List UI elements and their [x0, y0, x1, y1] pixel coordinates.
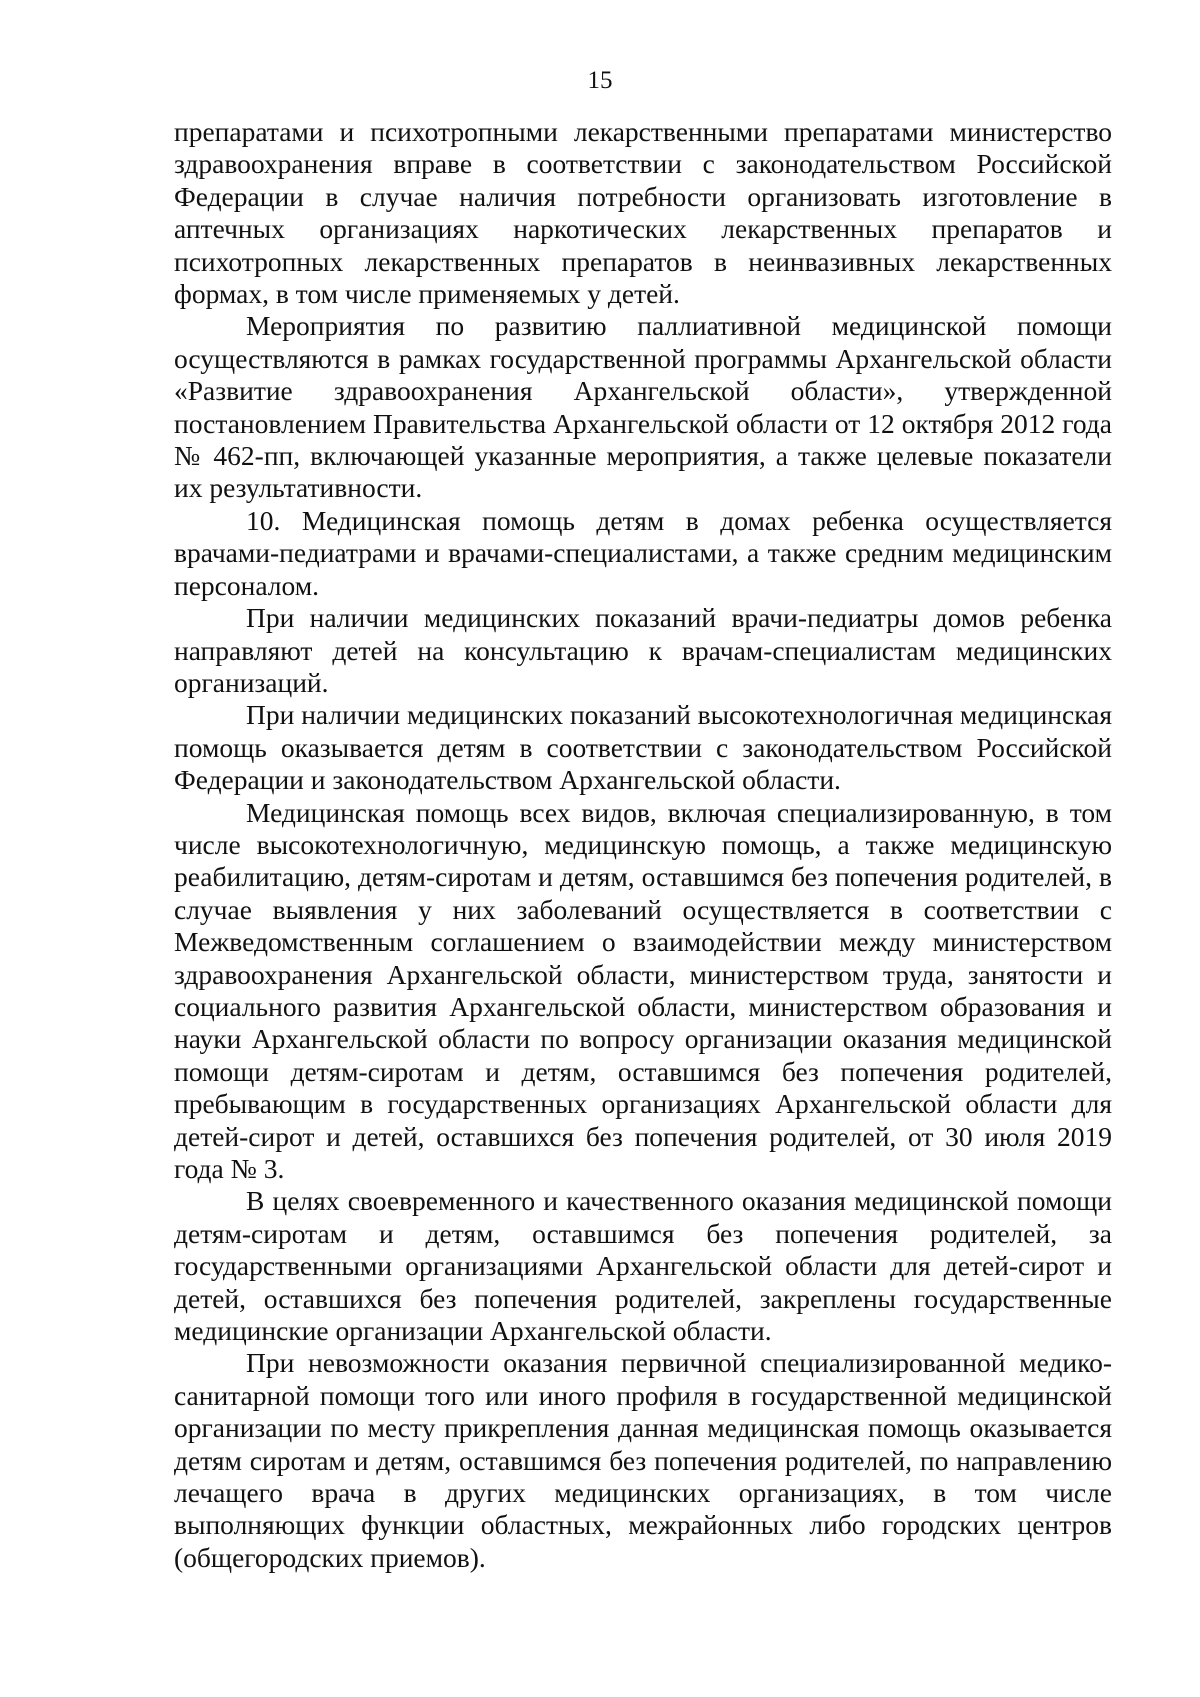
- paragraph-continuation: препаратами и психотропными лекарственными препаратами министерство здравоохранения вправе в соответствии с законодательством Российской Федерации в случае наличия потребности организовать изготовление в аптечных организациях наркотических лекарственных препаратов и психотропных лекарственных препаратов в неинвазивных лекарственных формах, в том числе применяемых у детей.: [174, 116, 1112, 310]
- paragraph-palliative-care: Мероприятия по развитию паллиативной медицинской помощи осуществляются в рамках государственной программы Архангельской области «Развитие здравоохранения Архангельской области», утвержденной постановлением Правительства Архангельской области от 12 октября 2012 года № 462-пп, включающей указанные мероприятия, а также целевые показатели их результативности.: [174, 310, 1112, 504]
- document-body: [174, 116, 1112, 1574]
- paragraph-item-10: 10. Медицинская помощь детям в домах ребенка осуществляется врачами-педиатрами и врачами-специалистами, а также средним медицинским персоналом.: [174, 504, 1112, 601]
- paragraph-referral: При невозможности оказания первичной специализированной медико-санитарной помощи того или иного профиля в государственной медицинской организации по месту прикрепления данная медицинская помощь оказывается детям сиротам и детям, оставшимся без попечения родителей, по направлению лечащего врача в других медицинских организациях, в том числе выполняющих функции областных, межрайонных либо городских центров (общегородских приемов).: [174, 1347, 1112, 1573]
- page-number: 15: [587, 67, 613, 94]
- paragraph-assigned-organizations: В целях своевременного и качественного оказания медицинской помощи детям-сиротам и детям, оставшимся без попечения родителей, за государственными организациями Архангельской области для детей-сирот и детей, оставшихся без попечения родителей, закреплены государственные медицинские организации Архангельской области.: [174, 1185, 1112, 1347]
- paragraph-orphans-care: Медицинская помощь всех видов, включая специализированную, в том числе высокотехнологичную, медицинскую помощь, а также медицинскую реабилитацию, детям-сиротам и детям, оставшимся без попечения родителей, в случае выявления у них заболеваний осуществляется в соответствии с Межведомственным соглашением о взаимодействии между министерством здравоохранения Архангельской области, министерством труда, занятости и социального развития Архангельской области, министерством образования и науки Архангельской области по вопросу организации оказания медицинской помощи детям-сиротам и детям, оставшимся без попечения родителей, пребывающим в государственных организациях Архангельской области для детей-сирот и детей, оставшихся без попечения родителей, от 30 июля 2019 года № 3.: [174, 796, 1112, 1184]
- paragraph-consultation: При наличии медицинских показаний врачи-педиатры домов ребенка направляют детей на консультацию к врачам-специалистам медицинских организаций.: [174, 602, 1112, 698]
- paragraph-high-tech-care: При наличии медицинских показаний высокотехнологичная медицинская помощь оказывается детям в соответствии с законодательством Российской Федерации и законодательством Архангельской области.: [174, 699, 1113, 796]
